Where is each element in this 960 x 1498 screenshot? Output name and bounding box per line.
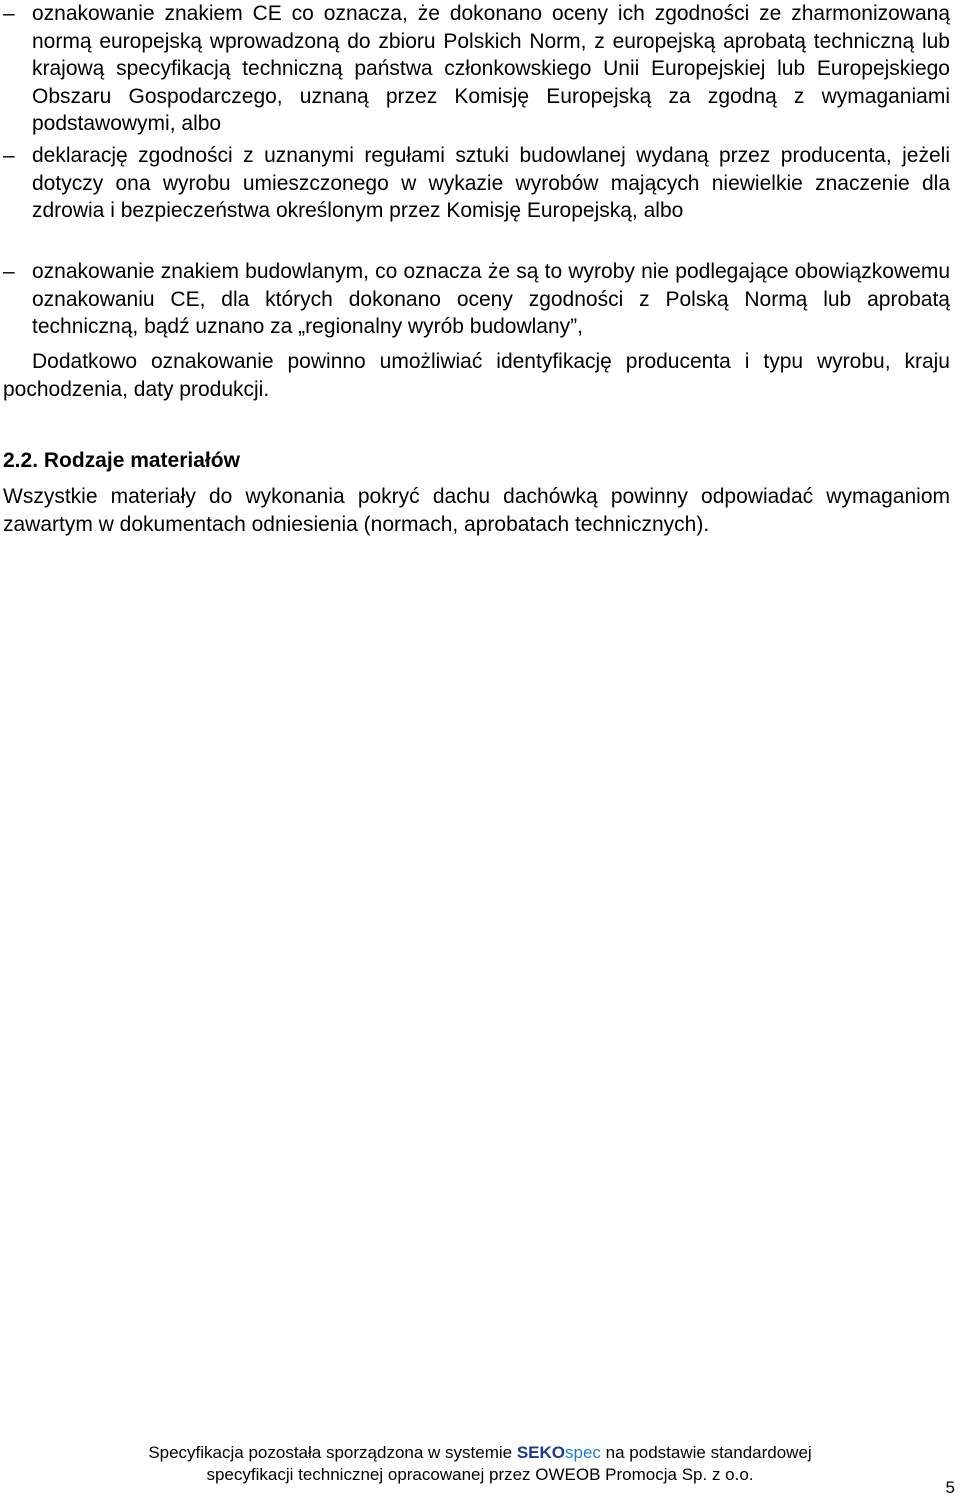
list-item-text: oznakowanie znakiem CE co oznacza, że dokonano oceny ich zgodności ze zharmonizowaną normą europejską wprowadzoną do zbioru Polskich Norm, z europejską aprobatą techniczną lub krajową specyfikacją techniczną państwa członkowskiego Unii Europejskiej lub Europejskiego Obszaru Gospodarczego, uznaną przez Komisję Europejską za zgodną z wymaganiami podstawowymi, albo [32, 2, 950, 135]
list-item-declaration [3, 142, 950, 225]
list-item-text: oznakowanie znakiem budowlanym, co oznacza że są to wyroby nie podlegające obowiązkowemu oznakowaniu CE, dla których dokonano oceny zgodności z Polską Normą lub aprobatą techniczną, bądź uznano za „regionalny wyrób budowlany”, [32, 260, 950, 338]
list-dash: – [3, 144, 15, 167]
page-footer [0, 1442, 960, 1486]
footer-line-2: specyfikacji technicznej opracowanej przez OWEOB Promocja Sp. z o.o. [206, 1465, 754, 1484]
paragraph-text: Dodatkowo oznakowanie powinno umożliwiać identyfikację producenta i typu wyrobu, kraju pochodzenia, daty produkcji. [3, 350, 950, 401]
footer-text: na podstawie standardowej [600, 1443, 812, 1462]
list-dash: – [3, 260, 15, 283]
list-item-building-mark [3, 258, 950, 341]
list-item-ce-marking [3, 0, 950, 138]
list-item-text: deklarację zgodności z uznanymi regułami sztuki budowlanej wydaną przez producenta, jeżeli dotyczy ona wyrobu umieszczonego w wykazie wyrobów mających niewielkie znaczenie dla zdrowia i bezpieczeństwa określonym przez Komisję Europejską, albo [32, 144, 950, 222]
section-heading: 2.2. Rodzaje materiałów [3, 449, 240, 472]
section-body-paragraph: Wszystkie materiały do wykonania pokryć dachu dachówką powinny odpowiadać wymaganiom zawartym w dokumentach odniesienia (normach, aprobatach technicznych). [3, 485, 950, 536]
brand-logo-seko: SEKO [516, 1443, 566, 1462]
footer-line-1 [0, 1442, 960, 1464]
additional-marking-paragraph [3, 348, 950, 403]
list-dash: – [3, 2, 15, 25]
brand-logo-spec: spec [565, 1443, 601, 1462]
page-number: 5 [945, 1478, 955, 1497]
footer-text: Specyfikacja pozostała sporządzona w systemie [148, 1443, 517, 1462]
